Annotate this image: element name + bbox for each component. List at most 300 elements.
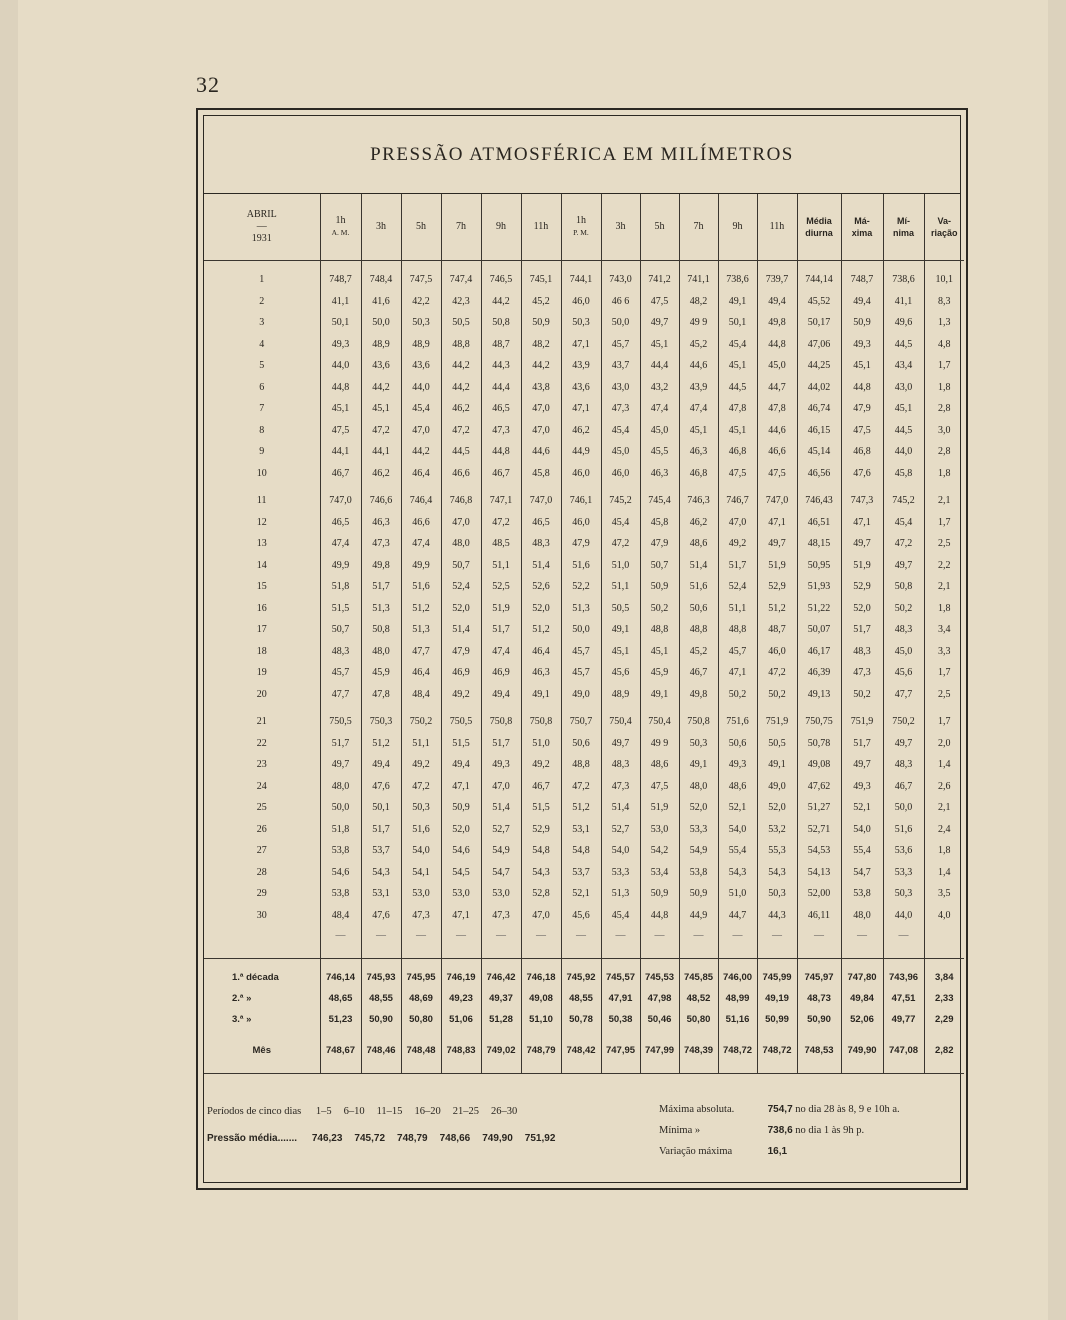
summary-cell: 748,72 [757,1040,797,1061]
spacer-cell [841,944,883,959]
data-cell: 47,2 [883,533,924,555]
spacer-cell [718,1061,757,1074]
data-cell: 751,9 [841,711,883,733]
summary-cell: 49,19 [757,988,797,1009]
data-cell: 2,6 [924,776,964,798]
data-cell: 44,6 [521,441,561,463]
table-row [204,533,964,555]
summary-cell: 50,80 [401,1009,441,1030]
data-cell: 53,6 [883,840,924,862]
day-label: 3 [259,317,265,329]
table-row [204,840,964,862]
summary-cell: 50,90 [361,1009,401,1030]
data-cell: 54,13 [797,862,841,884]
summary-cell: 749,90 [841,1040,883,1061]
header-month-name: ABRIL [246,209,277,220]
data-cell: 51,1 [718,598,757,620]
data-cell: 54,8 [561,840,601,862]
day-label: 24 [256,780,267,792]
data-cell: 49,3 [841,334,883,356]
data-cell: 49,9 [320,555,361,577]
data-cell: 49,7 [601,733,640,755]
data-cell: 47,1 [441,905,481,927]
summary-cell: 49,23 [441,988,481,1009]
spacer-cell [883,1061,924,1074]
data-cell: 47,0 [481,776,521,798]
data-cell: 41,1 [320,291,361,313]
data-cell: 47,2 [361,420,401,442]
summary-cell: 52,06 [841,1009,883,1030]
data-cell: 53,3 [679,819,718,841]
data-cell: 3,0 [924,420,964,442]
data-cell: 54,9 [679,840,718,862]
data-cell: 743,0 [601,269,640,291]
data-cell: 748,4 [361,269,401,291]
day-label: 17 [256,624,267,636]
data-cell: 47,2 [561,776,601,798]
data-cell: 51,3 [561,598,601,620]
spacer-cell [718,261,757,270]
header-col-label: Má- [854,216,870,226]
spacer-cell [441,1030,481,1040]
data-cell: 44,2 [521,355,561,377]
data-cell: 50,7 [320,619,361,641]
data-cell: 48,0 [679,776,718,798]
summary-cell: 743,96 [883,967,924,988]
data-cell: 48,9 [401,334,441,356]
data-cell: 44,2 [441,355,481,377]
data-cell: 47,1 [757,512,797,534]
data-cell: 44,5 [883,334,924,356]
data-cell: 53,8 [841,883,883,905]
header-col-4 [481,194,521,261]
summary-gap [204,1030,964,1040]
data-cell: 53,7 [561,862,601,884]
table-row [204,576,964,598]
data-cell: 2,5 [924,684,964,706]
data-cell: 41,6 [361,291,401,313]
spacer-cell [361,1030,401,1040]
data-cell: 739,7 [757,269,797,291]
data-cell: 751,9 [757,711,797,733]
data-cell: 46,7 [481,463,521,485]
summary-cell: 2,82 [924,1040,964,1061]
data-cell: 50,0 [883,797,924,819]
data-cell: 44,0 [401,377,441,399]
data-cell: 46,5 [481,398,521,420]
data-cell: 50,7 [640,555,679,577]
header-col-2 [401,194,441,261]
data-cell: 45,6 [883,662,924,684]
data-cell: 51,7 [481,619,521,641]
header-col-sublabel: P. M. [573,228,589,237]
data-cell: 44,3 [757,905,797,927]
data-cell: 44,2 [401,441,441,463]
data-cell: 2,5 [924,533,964,555]
table-row [204,641,964,663]
spacer-cell [924,944,964,959]
spacer-cell [401,959,441,968]
header-col-1 [361,194,401,261]
data-cell: 50,3 [679,733,718,755]
data-cell: 744,1 [561,269,601,291]
data-cell: 46,2 [679,512,718,534]
data-cell: 47,2 [401,776,441,798]
spacer-cell [924,261,964,270]
data-cell: 51,2 [361,733,401,755]
data-cell: 44,9 [679,905,718,927]
data-cell: 49,3 [481,754,521,776]
data-cell: 48,8 [640,619,679,641]
data-cell: 46,8 [679,463,718,485]
spacer-cell [679,1030,718,1040]
day-label: 27 [256,845,267,857]
header-col-label: Média [806,216,832,226]
data-cell: 50,2 [841,684,883,706]
data-cell: 48,0 [441,533,481,555]
data-cell: 47,3 [601,776,640,798]
data-cell: 43,9 [679,377,718,399]
data-cell: 1,8 [924,463,964,485]
table-row [204,355,964,377]
spacer-cell [561,1061,601,1074]
data-cell: 48,6 [640,754,679,776]
spacer-cell [679,261,718,270]
summary-cell: 748,48 [401,1040,441,1061]
data-cell: 751,6 [718,711,757,733]
spacer-cell [481,261,521,270]
data-cell: 49,2 [401,754,441,776]
data-cell: 1,4 [924,862,964,884]
data-cell: 46,11 [797,905,841,927]
data-cell: 47,3 [841,662,883,684]
data-cell: 45,2 [679,641,718,663]
data-cell: 2,1 [924,576,964,598]
data-cell: 54,3 [521,862,561,884]
header-col-label: 5h [416,221,426,232]
summary-cell: 48,73 [797,988,841,1009]
data-cell: 45,0 [883,641,924,663]
page-number: 32 [196,72,220,97]
spacer-cell [883,959,924,968]
data-cell: 50,0 [561,619,601,641]
data-cell: 53,8 [320,883,361,905]
spacer-cell [561,959,601,968]
data-cell: 738,6 [718,269,757,291]
header-col-label: 1h [335,215,346,226]
data-cell: 45,6 [601,662,640,684]
summary-cell: 749,02 [481,1040,521,1061]
summary-cell: 745,85 [679,967,718,988]
dash-cell: — [401,926,441,944]
data-cell: 47,06 [797,334,841,356]
data-cell: 46,2 [361,463,401,485]
spacer-cell [521,944,561,959]
table-row [204,733,964,755]
summary-cell: 745,93 [361,967,401,988]
summary-cell: 746,42 [481,967,521,988]
data-cell: 45,1 [640,641,679,663]
data-cell: 48,6 [679,533,718,555]
period-value: 6–10 [343,1106,365,1117]
data-cell: 46,5 [320,512,361,534]
data-cell: 47,6 [361,905,401,927]
data-cell: 48,0 [841,905,883,927]
spacer-cell [679,944,718,959]
data-cell: 51,0 [601,555,640,577]
data-cell: 53,7 [361,840,401,862]
data-cell: 47,5 [841,420,883,442]
spacer-cell [601,1030,640,1040]
data-cell: 48,7 [757,619,797,641]
table-row [204,684,964,706]
spacer-cell [679,1061,718,1074]
data-cell: 50,0 [361,312,401,334]
data-cell: 47,5 [718,463,757,485]
data-cell: 50,95 [797,555,841,577]
mean-value: 746,23 [311,1133,343,1144]
data-cell: 46,2 [441,398,481,420]
data-cell: 45,4 [601,905,640,927]
table-row [204,420,964,442]
data-cell: 47,4 [640,398,679,420]
data-cell: 746,43 [797,490,841,512]
data-cell: 745,4 [640,490,679,512]
data-cell: 47,6 [841,463,883,485]
data-cell: 51,7 [841,619,883,641]
summary-cell: 747,95 [601,1040,640,1061]
spacer-cell [320,1061,361,1074]
day-label: 6 [259,381,265,393]
data-cell: 1,8 [924,840,964,862]
data-cell: 51,2 [401,598,441,620]
header-col-label: 3h [615,221,626,232]
data-cell: 750,3 [361,711,401,733]
data-cell: 45,4 [718,334,757,356]
data-cell: 48,0 [320,776,361,798]
data-cell: 43,6 [561,377,601,399]
data-cell: 47,3 [601,398,640,420]
spacer-cell [841,1030,883,1040]
data-cell: 49,3 [841,776,883,798]
dash-cell: — [601,926,640,944]
data-cell: 50,3 [401,797,441,819]
data-cell: 2,8 [924,398,964,420]
dash-cell: — [883,926,924,944]
table-row [204,598,964,620]
data-cell: 47,5 [640,291,679,313]
spacer-cell [361,944,401,959]
summary-cell: 748,67 [320,1040,361,1061]
data-cell: 44,1 [361,441,401,463]
data-cell: 50,3 [561,312,601,334]
data-cell: 50,5 [757,733,797,755]
data-cell: 53,3 [601,862,640,884]
table-row [204,269,964,291]
data-cell: 750,2 [883,711,924,733]
summary-cell: 51,10 [521,1009,561,1030]
data-cell: 45,1 [361,398,401,420]
data-cell: 50,6 [561,733,601,755]
data-cell: 54,0 [841,819,883,841]
data-cell: 47,3 [401,905,441,927]
day-label: 18 [256,645,267,657]
summary-cell: 745,57 [601,967,640,988]
data-cell: 2,0 [924,733,964,755]
data-cell: 46,7 [320,463,361,485]
dash-cell: — [481,926,521,944]
data-cell: 750,8 [481,711,521,733]
data-cell: 48,7 [481,334,521,356]
header-col-label: 9h [496,221,506,232]
data-cell: 52,9 [521,819,561,841]
data-cell: 46,7 [521,776,561,798]
summary-cell: 748,83 [441,1040,481,1061]
data-cell: 51,7 [481,733,521,755]
spacer-cell [401,261,441,270]
data-cell: 44,5 [883,420,924,442]
data-cell: 46,0 [561,512,601,534]
data-cell: 44,0 [883,441,924,463]
data-cell: 46,7 [679,662,718,684]
data-cell: 55,4 [841,840,883,862]
data-cell: 49,4 [481,684,521,706]
spacer-cell [441,944,481,959]
data-cell: 51,9 [640,797,679,819]
header-col-sublabel: riação [930,228,958,238]
data-cell: 50,6 [679,598,718,620]
data-cell: 49,1 [521,684,561,706]
table-row [204,555,964,577]
data-cell: 49,1 [640,684,679,706]
data-cell: 48,3 [883,754,924,776]
table-body [204,261,964,1074]
data-cell: 51,3 [601,883,640,905]
data-cell: 746,7 [718,490,757,512]
summary-cell: 49,77 [883,1009,924,1030]
header-col-label: 9h [732,221,743,232]
data-cell: 750,75 [797,711,841,733]
dash-cell: — [797,926,841,944]
header-col-label: 3h [376,221,386,232]
data-cell: 49,4 [441,754,481,776]
data-cell: 45,7 [718,641,757,663]
day-label: 19 [256,667,267,679]
spacer-cell [797,959,841,968]
table-row [204,291,964,313]
spacer-cell [924,1061,964,1074]
data-cell: 52,6 [521,576,561,598]
data-cell: 45,1 [841,355,883,377]
table-frame-inner [203,115,961,1183]
data-cell: 48,3 [601,754,640,776]
data-cell: 47,6 [361,776,401,798]
data-cell: 52,0 [441,819,481,841]
data-cell: 746,3 [679,490,718,512]
summary-cell: 49,08 [521,988,561,1009]
data-cell: 46,15 [797,420,841,442]
header-col-13 [841,194,883,261]
header-col-8 [640,194,679,261]
header-col-14 [883,194,924,261]
spacer-cell [361,261,401,270]
data-cell: 49,4 [361,754,401,776]
data-cell: 46,74 [797,398,841,420]
table-title: PRESSÃO ATMOSFÉRICA EM MILÍMETROS [370,144,794,165]
summary-cell: 50,46 [640,1009,679,1030]
header-month-year: 1931 [251,233,272,244]
data-cell: 747,4 [441,269,481,291]
summary-cell: 745,95 [401,967,441,988]
data-cell: 51,4 [679,555,718,577]
summary-cell: 50,78 [561,1009,601,1030]
summary-cell: 747,80 [841,967,883,988]
data-cell: 51,4 [521,555,561,577]
summary-row [204,1040,964,1061]
data-cell: 45,8 [521,463,561,485]
data-cell: 44,8 [841,377,883,399]
spacer-cell [757,959,797,968]
data-cell: 46,8 [718,441,757,463]
summary-cell: 50,38 [601,1009,640,1030]
data-cell: 50,0 [320,797,361,819]
data-cell: 45,1 [718,355,757,377]
spacer-cell [204,959,320,968]
data-cell: 48,8 [441,334,481,356]
data-cell: 48,8 [679,619,718,641]
data-cell: 45,4 [401,398,441,420]
summary-cell: 48,65 [320,988,361,1009]
data-cell: 51,3 [401,619,441,641]
periods-label: Períodos de cinco dias [207,1106,302,1117]
spacer-cell [797,261,841,270]
data-cell: 52,00 [797,883,841,905]
table-row [204,441,964,463]
day-label: 12 [256,516,267,528]
data-cell: 46,3 [521,662,561,684]
data-cell: 2,2 [924,555,964,577]
data-cell: 50,9 [841,312,883,334]
data-cell: 51,27 [797,797,841,819]
data-cell: 54,0 [601,840,640,862]
data-cell: 47,8 [757,398,797,420]
summary-cell: 2,33 [924,988,964,1009]
max-abs-note: no dia 28 às 8, 9 e 10h a. [795,1104,900,1115]
data-cell: 44,0 [883,905,924,927]
data-cell: 45,6 [561,905,601,927]
data-cell: 50,6 [718,733,757,755]
summary-cell: 748,53 [797,1040,841,1061]
mean-value: 751,92 [524,1133,556,1144]
spacer-cell [757,1030,797,1040]
spacer-cell [718,944,757,959]
data-cell: 45,1 [679,420,718,442]
data-cell: 4,0 [924,905,964,927]
spacer-cell [521,1030,561,1040]
data-cell: 45,8 [640,512,679,534]
header-col-6 [561,194,601,261]
data-cell: 51,22 [797,598,841,620]
data-cell: 49,2 [718,533,757,555]
summary-cell: 51,06 [441,1009,481,1030]
dash-row [204,926,964,944]
data-cell: 44,4 [481,377,521,399]
data-cell: 49,7 [841,533,883,555]
section-divider [204,944,964,959]
data-cell: 48,3 [521,533,561,555]
data-cell: 47,5 [640,776,679,798]
period-value: 26–30 [490,1106,518,1117]
